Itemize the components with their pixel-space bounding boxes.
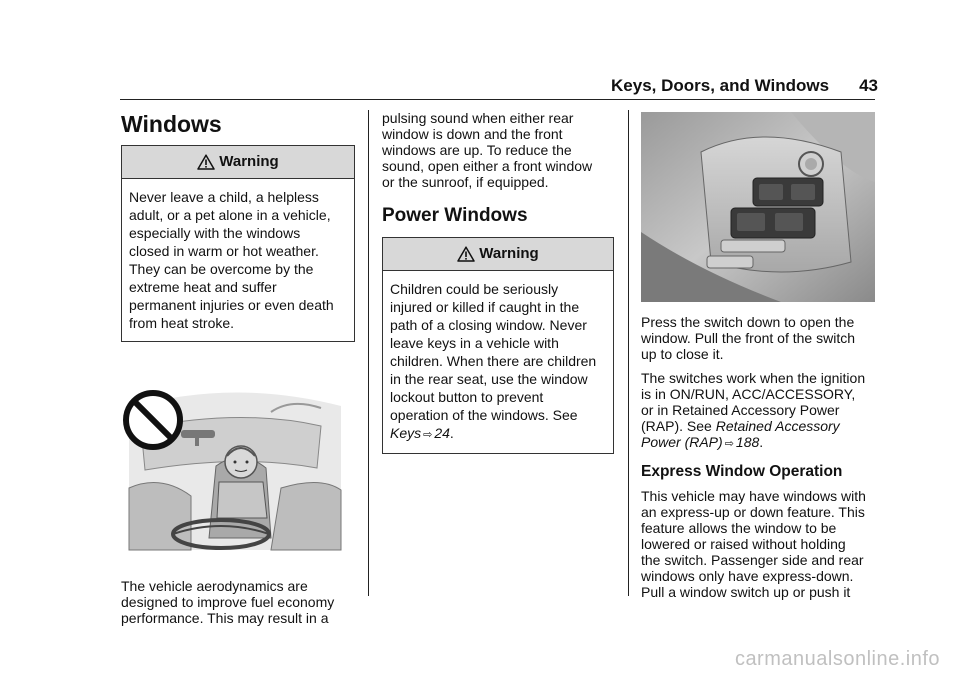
text-line: Children could be seriously — [390, 281, 559, 297]
children-warning-box — [382, 237, 614, 454]
power-windows-heading: Power Windows — [382, 205, 528, 226]
child-warning-box — [121, 145, 355, 342]
text-line: lowered or raised without holding — [641, 536, 846, 552]
text-line: up to close it. — [641, 346, 724, 362]
text-line: Pull a window switch up or push it — [641, 584, 851, 600]
text-line: This vehicle may have windows with — [641, 488, 866, 504]
text-line: The switches work when the ignition — [641, 370, 866, 386]
window-switch-photo — [641, 112, 875, 302]
text-line: The vehicle aerodynamics are — [121, 578, 308, 594]
text-line: performance. This may result in a — [121, 610, 329, 626]
text-line: Press the switch down to open the — [641, 314, 855, 330]
aerodynamics-paragraph — [121, 578, 355, 626]
warning-text — [122, 179, 354, 341]
middle-column — [382, 110, 614, 454]
text-line: windows are up. To reduce the — [382, 142, 572, 158]
warning-text — [383, 271, 613, 453]
text-line: They can be overcome by the — [129, 261, 314, 277]
text-line: lockout button to prevent — [390, 389, 544, 405]
watermark: carmanualsonline.info — [734, 648, 940, 670]
ignition-paragraph: The switches work when the ignition is in ON/RUN, ACC/ACCESSORY, or in Retained Accessory Power (RAP). See Retained Accessory Power (RAP) ⇨ 188. — [641, 370, 877, 452]
text-line: an express-up or down feature. This — [641, 504, 865, 520]
pulsing-sound-paragraph — [382, 110, 614, 190]
express-window-heading: Express Window Operation — [641, 463, 843, 480]
page-arrow-icon: ⇨ — [423, 429, 433, 441]
warning-triangle-icon — [457, 246, 475, 262]
text-line: or in Retained Accessory Power — [641, 402, 840, 418]
text-line: permanent injuries or even death — [129, 297, 334, 313]
text-line: from heat stroke. — [129, 315, 235, 331]
text-line: Never leave a child, a helpless — [129, 189, 319, 205]
text-line: window. Pull the front of the switch — [641, 330, 855, 346]
text-line: adult, or a pet alone in a vehicle, — [129, 207, 331, 223]
warning-triangle-icon — [197, 154, 215, 170]
windows-heading: Windows — [121, 111, 222, 137]
text-line: operation of the windows. See — [390, 407, 578, 423]
prohibited-sign-icon — [126, 393, 180, 447]
column-divider-2 — [628, 110, 629, 596]
text-line: closed in warm or hot weather. — [129, 243, 319, 259]
press-switch-paragraph — [641, 314, 877, 362]
text-line: extreme heat and suffer — [129, 279, 277, 295]
text-line: window is down and the front — [382, 126, 563, 142]
text-line: path of a closing window. Never — [390, 317, 587, 333]
column-divider-1 — [368, 110, 369, 596]
page-header — [560, 76, 878, 96]
text-line: leave keys in a vehicle with — [390, 335, 559, 351]
text-line: pulsing sound when either rear — [382, 110, 574, 126]
rap-cross-reference[interactable]: Retained Accessory — [715, 418, 840, 434]
text-line: feature allows the window to be — [641, 520, 837, 536]
warning-header — [383, 238, 613, 271]
warning-title: Warning — [479, 245, 539, 262]
text-line: sound, open either a front window — [382, 158, 593, 174]
text-line: especially with the windows — [129, 225, 301, 241]
text-line: children. When there are children — [390, 353, 597, 369]
warning-title: Warning — [219, 153, 279, 170]
section-title: Keys, Doors, and Windows — [611, 76, 830, 95]
text-line: designed to improve fuel economy — [121, 594, 335, 610]
keys-cross-reference[interactable]: Keys ⇨ 24. — [390, 425, 454, 441]
warning-header — [122, 146, 354, 179]
header-rule — [120, 99, 875, 100]
page-number: 43 — [859, 76, 878, 95]
text-line: injured or killed if caught in the — [390, 299, 580, 315]
rap-cross-reference-cont[interactable]: Power (RAP) — [641, 434, 723, 450]
express-window-paragraph — [641, 488, 877, 600]
text-line: or the sunroof, if equipped. — [382, 174, 549, 190]
text-line: windows only have express-down. — [641, 568, 854, 584]
text-line: the switch. Passenger side and rear — [641, 552, 864, 568]
page-arrow-icon: ⇨ — [724, 438, 734, 450]
text-line: in the rear seat, use the window — [390, 371, 588, 387]
left-column — [121, 110, 355, 626]
child-in-car-illustration — [121, 378, 351, 556]
text-line: is in ON/RUN, ACC/ACCESSORY, — [641, 386, 856, 402]
right-column — [641, 110, 877, 600]
